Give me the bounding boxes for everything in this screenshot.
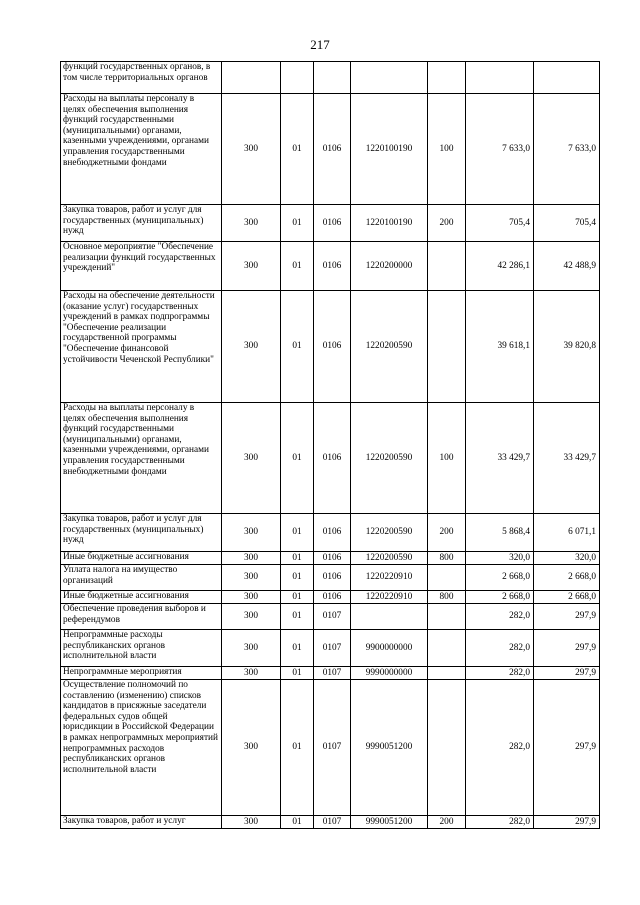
row-sum-1: 33 429,7 [466,403,534,514]
row-rz: 01 [281,94,314,205]
row-name: функций государственных органов, в том числе территориальных органов [61,62,222,94]
row-gr: 300 [222,242,281,291]
row-sum-2: 297,9 [534,816,600,829]
row-sum-1: 7 633,0 [466,94,534,205]
row-name: Расходы на выплаты персоналу в целях обеспечения выполнения функций государственными (муниципальными) органами, казенными учреждениями, органами управления государственными внебюджетными фондами [61,94,222,205]
row-name: Обеспечение проведения выборов и референдумов [61,604,222,630]
row-sum-1: 282,0 [466,680,534,816]
row-sum-2: 297,9 [534,667,600,680]
row-rz [281,62,314,94]
row-rz: 01 [281,565,314,591]
row-csr: 1220100190 [351,94,428,205]
row-name: Расходы на выплаты персоналу в целях обеспечения выполнения функций государственными (муниципальными) органами, казенными учреждениями, органами управления государственными внебюджетными фондами [61,403,222,514]
row-sum-1: 5 868,4 [466,514,534,552]
row-csr: 1220200590 [351,552,428,565]
budget-table [60,61,600,829]
row-name: Закупка товаров, работ и услуг для государственных (муниципальных) нужд [61,205,222,242]
table-row [61,604,600,630]
row-sum-2: 705,4 [534,205,600,242]
row-sum-2: 320,0 [534,552,600,565]
table-row [61,242,600,291]
row-gr: 300 [222,630,281,667]
row-pr: 0107 [314,630,351,667]
row-gr: 300 [222,94,281,205]
table-row [61,205,600,242]
row-vr: 200 [428,514,466,552]
row-name: Осуществление полномочий по составлению (изменению) списков кандидатов в присяжные заседатели федеральных судов общей юрисдикции в Российской Федерации в рамках непрограммных мероприятий непрограммных расходов республиканских органов исполнительной власти [61,680,222,816]
row-gr: 300 [222,514,281,552]
row-csr: 1220200000 [351,242,428,291]
row-sum-2: 42 488,9 [534,242,600,291]
row-pr: 0107 [314,816,351,829]
row-sum-2: 297,9 [534,680,600,816]
row-gr: 300 [222,205,281,242]
table-row [61,816,600,829]
row-sum-2: 297,9 [534,630,600,667]
row-vr [428,62,466,94]
row-vr: 200 [428,816,466,829]
row-sum-1: 282,0 [466,630,534,667]
row-vr [428,565,466,591]
row-sum-1: 282,0 [466,816,534,829]
row-rz: 01 [281,514,314,552]
row-csr: 1220200590 [351,514,428,552]
row-pr [314,62,351,94]
row-vr [428,667,466,680]
row-gr: 300 [222,604,281,630]
row-vr: 100 [428,403,466,514]
row-rz: 01 [281,816,314,829]
row-sum-1: 39 618,1 [466,291,534,403]
table-row [61,667,600,680]
row-sum-1: 705,4 [466,205,534,242]
row-rz: 01 [281,242,314,291]
row-vr [428,242,466,291]
table-row [61,630,600,667]
row-sum-1: 2 668,0 [466,591,534,604]
row-rz: 01 [281,680,314,816]
row-name: Непрограммные мероприятия [61,667,222,680]
row-name: Иные бюджетные ассигнования [61,552,222,565]
row-pr: 0106 [314,552,351,565]
table-row [61,591,600,604]
row-sum-2: 2 668,0 [534,591,600,604]
row-name: Основное мероприятие "Обеспечение реализации функций государственных учреждений" [61,242,222,291]
row-pr: 0106 [314,242,351,291]
row-csr: 1220200590 [351,291,428,403]
row-gr: 300 [222,816,281,829]
row-vr: 800 [428,591,466,604]
table-row [61,680,600,816]
row-sum-1: 2 668,0 [466,565,534,591]
row-sum-1: 282,0 [466,604,534,630]
row-sum-1 [466,62,534,94]
row-rz: 01 [281,291,314,403]
row-rz: 01 [281,630,314,667]
row-csr: 1220100190 [351,205,428,242]
row-csr [351,62,428,94]
row-pr: 0107 [314,667,351,680]
row-vr: 800 [428,552,466,565]
row-sum-2: 33 429,7 [534,403,600,514]
row-csr: 1220220910 [351,565,428,591]
row-vr [428,291,466,403]
row-rz: 01 [281,667,314,680]
page-number: 217 [310,37,330,52]
row-vr [428,630,466,667]
row-rz: 01 [281,403,314,514]
row-csr [351,604,428,630]
row-name: Непрограммные расходы республиканских органов исполнительной власти [61,630,222,667]
table-row [61,94,600,205]
row-pr: 0106 [314,205,351,242]
row-sum-1: 42 286,1 [466,242,534,291]
row-name: Закупка товаров, работ и услуг для государственных (муниципальных) нужд [61,514,222,552]
row-sum-1: 282,0 [466,667,534,680]
row-sum-2: 6 071,1 [534,514,600,552]
row-rz: 01 [281,205,314,242]
row-csr: 9990051200 [351,680,428,816]
row-gr [222,62,281,94]
table-row [61,62,600,94]
row-rz: 01 [281,552,314,565]
row-sum-2: 297,9 [534,604,600,630]
row-csr: 9990000000 [351,667,428,680]
row-pr: 0106 [314,291,351,403]
row-gr: 300 [222,680,281,816]
row-sum-2 [534,62,600,94]
row-pr: 0106 [314,514,351,552]
table-row [61,291,600,403]
row-gr: 300 [222,552,281,565]
row-sum-1: 320,0 [466,552,534,565]
table-row [61,514,600,552]
table-row [61,403,600,514]
row-vr [428,604,466,630]
row-name: Закупка товаров, работ и услуг [61,816,222,829]
row-gr: 300 [222,667,281,680]
row-pr: 0107 [314,604,351,630]
row-vr: 200 [428,205,466,242]
row-gr: 300 [222,403,281,514]
row-gr: 300 [222,591,281,604]
row-vr: 100 [428,94,466,205]
row-csr: 1220220910 [351,591,428,604]
row-csr: 9900000000 [351,630,428,667]
row-vr [428,680,466,816]
row-name: Расходы на обеспечение деятельности (оказание услуг) государственных учреждений в рамках подпрограммы "Обеспечение реализации государственной программы "Обеспечение финансовой устойчивости Чеченской Республики" [61,291,222,403]
row-name: Иные бюджетные ассигнования [61,591,222,604]
row-csr: 1220200590 [351,403,428,514]
row-pr: 0106 [314,94,351,205]
table-row [61,565,600,591]
row-name: Уплата налога на имущество организаций [61,565,222,591]
row-sum-2: 7 633,0 [534,94,600,205]
row-pr: 0106 [314,565,351,591]
row-gr: 300 [222,565,281,591]
row-pr: 0106 [314,403,351,514]
row-pr: 0107 [314,680,351,816]
row-sum-2: 2 668,0 [534,565,600,591]
row-rz: 01 [281,591,314,604]
table-row [61,552,600,565]
row-sum-2: 39 820,8 [534,291,600,403]
row-pr: 0106 [314,591,351,604]
row-rz: 01 [281,604,314,630]
row-gr: 300 [222,291,281,403]
row-csr: 9990051200 [351,816,428,829]
